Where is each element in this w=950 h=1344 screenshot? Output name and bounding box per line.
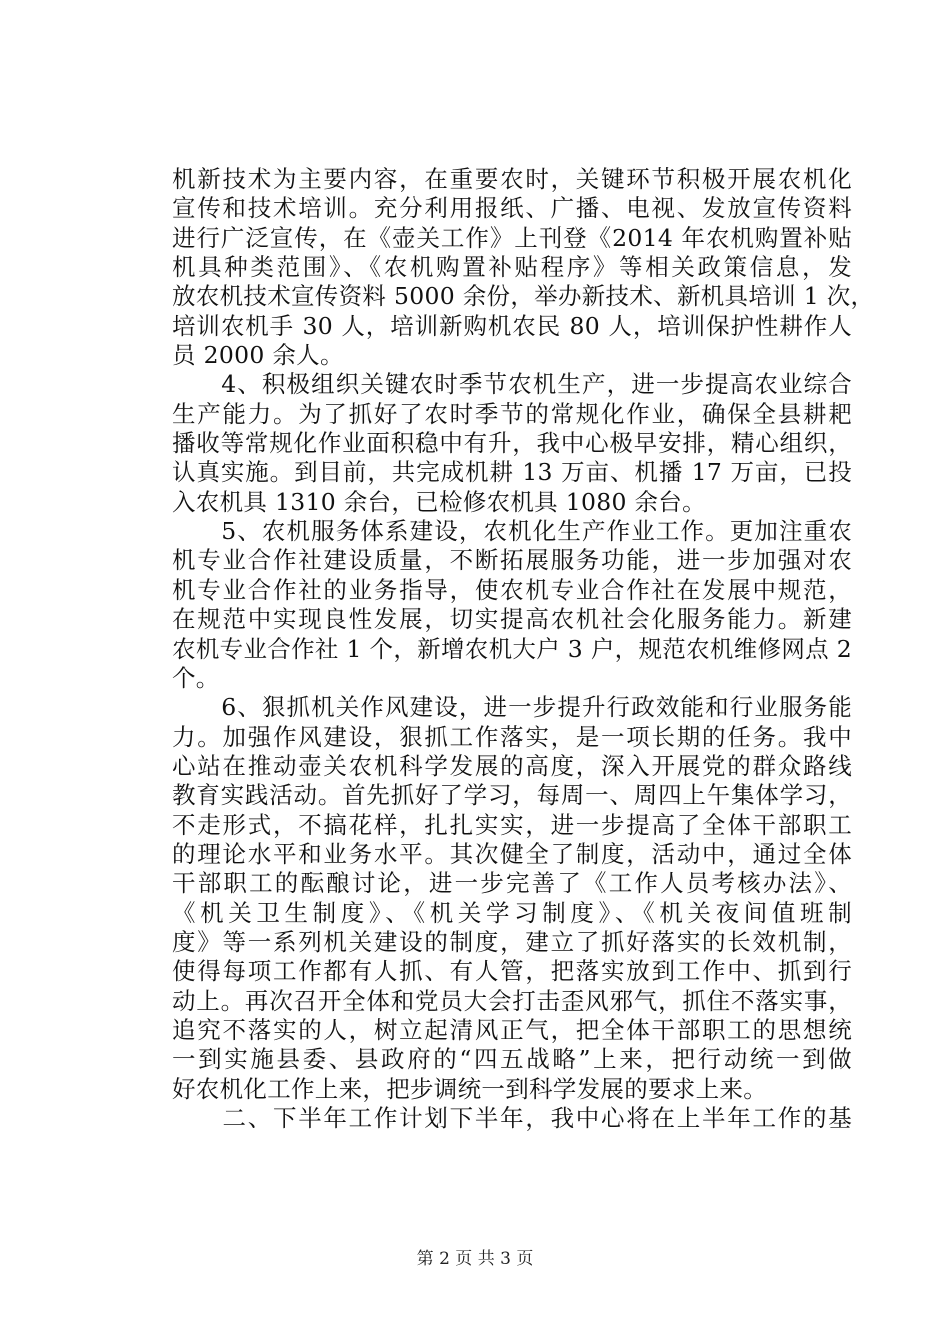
body-line: 个。 (172, 663, 220, 692)
body-line: 心站在推动壶关农机科学发展的高度，深入开展党的群众路线 (172, 751, 852, 780)
body-line: 生产能力。为了抓好了农时季节的常规化作业，确保全县耕耙 (172, 399, 852, 428)
body-line: 二、下半年工作计划下半年，我中心将在上半年工作的基 (172, 1104, 852, 1132)
body-line: 进行广泛宣传，在《壶关工作》上刊登《2014 年农机购置补贴 (172, 223, 852, 252)
body-line: 培训农机手 30 人，培训新购机农民 80 人，培训保护性耕作人 (172, 311, 852, 340)
body-line: 的理论水平和业务水平。其次健全了制度，活动中，通过全体 (172, 839, 852, 868)
body-line: 干部职工的酝酿讨论，进一步完善了《工作人员考核办法》、 (172, 869, 852, 898)
body-line: 4、积极组织关键农时季节农机生产，进一步提高农业综合 (172, 370, 852, 399)
body-line: 机专业合作社的业务指导，使农机专业合作社在发展中规范， (172, 575, 852, 604)
body-line: 一到实施县委、县政府的“四五战略”上来，把行动统一到做 (172, 1045, 852, 1074)
body-line: 在规范中实现良性发展，切实提高农机社会化服务能力。新建 (172, 605, 852, 634)
body-line: 播收等常规化作业面积稳中有升，我中心极早安排，精心组织， (172, 429, 852, 458)
body-line: 机具种类范围》、《农机购置补贴程序》等相关政策信息，发 (172, 253, 852, 282)
body-line: 动上。再次召开全体和党员大会打击歪风邪气，抓住不落实事， (172, 986, 852, 1015)
body-line: 好农机化工作上来，把步调统一到科学发展的要求上来。 (172, 1074, 767, 1103)
body-line: 力。加强作风建设，狠抓工作落实，是一项长期的任务。我中 (172, 722, 852, 751)
body-line: 不走形式，不搞花样，扎扎实实，进一步提高了全体干部职工 (172, 810, 852, 839)
body-line: 农机专业合作社 1 个，新增农机大户 3 户，规范农机维修网点 2 (172, 634, 852, 663)
body-line: 教育实践活动。首先抓好了学习，每周一、周四上午集体学习， (172, 781, 852, 810)
document-body (172, 165, 875, 1133)
page-footer: 第 2 页 共 3 页 (416, 1249, 534, 1269)
body-line: 机专业合作社建设质量，不断拓展服务功能，进一步加强对农 (172, 546, 852, 575)
body-line: 机新技术为主要内容，在重要农时，关键环节积极开展农机化 (172, 165, 852, 193)
body-line: 放农机技术宣传资料 5000 余份，举办新技术、新机具培训 1 次， (172, 282, 875, 311)
body-line: 认真实施。到目前，共完成机耕 13 万亩、机播 17 万亩，已投 (172, 458, 852, 487)
body-line: 《机关卫生制度》、《机关学习制度》、《机关夜间值班制 (172, 898, 852, 927)
body-line: 度》等一系列机关建设的制度，建立了抓好落实的长效机制， (172, 927, 852, 956)
body-line: 宣传和技术培训。充分利用报纸、广播、电视、发放宣传资料 (172, 194, 852, 223)
body-line: 5、农机服务体系建设，农机化生产作业工作。更加注重农 (172, 517, 852, 546)
body-line: 员 2000 余人。 (172, 341, 344, 370)
body-line: 使得每项工作都有人抓、有人管，把落实放到工作中、抓到行 (172, 957, 852, 986)
body-line: 追究不落实的人，树立起清风正气，把全体干部职工的思想统 (172, 1015, 852, 1044)
body-line: 入农机具 1310 余台，已检修农机具 1080 余台。 (172, 487, 706, 516)
body-line: 6、狠抓机关作风建设，进一步提升行政效能和行业服务能 (172, 693, 852, 722)
